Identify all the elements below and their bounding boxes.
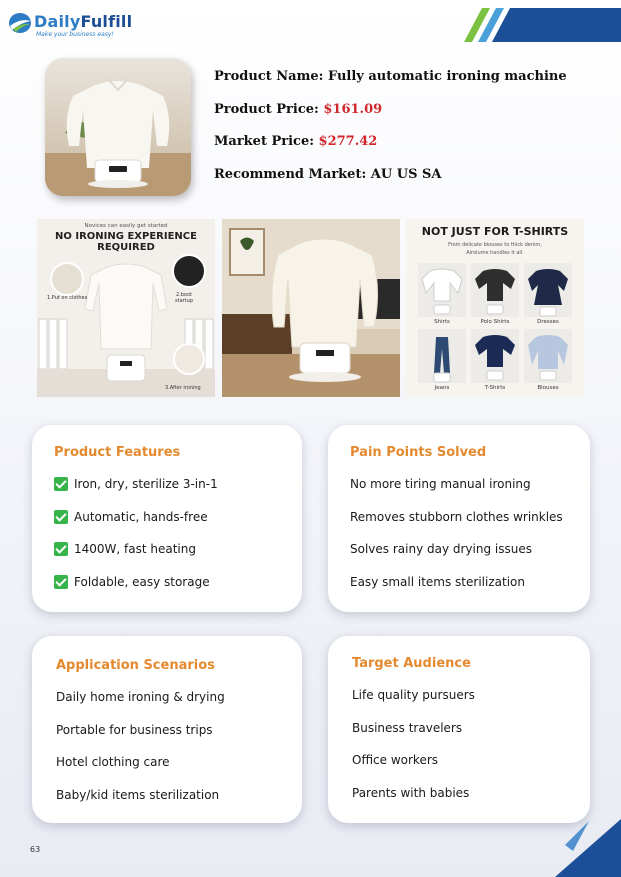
list-item: Life quality pursuers	[352, 688, 475, 702]
list-item: Office workers	[352, 753, 439, 767]
checkbox-checked-icon	[54, 477, 68, 491]
gallery-3-label-jeans: Jeans	[434, 385, 450, 391]
pain-points-list	[350, 477, 563, 607]
gallery-image-living-room	[222, 219, 400, 397]
gallery-image-not-just-tshirts	[406, 219, 584, 397]
brand-logo	[8, 10, 138, 40]
product-price: $161.09	[323, 101, 383, 117]
list-item: Automatic, hands-free	[54, 510, 218, 543]
checkbox-checked-icon	[54, 575, 68, 589]
product-features-card	[32, 425, 302, 612]
list-item: Solves rainy day drying issues	[350, 542, 532, 556]
list-item: Parents with babies	[352, 785, 470, 800]
pain-points-card	[328, 425, 590, 612]
gallery-3-label-dresses: Dresses	[537, 319, 559, 325]
gallery-3-headline: NOT JUST FOR T-SHIRTS	[421, 225, 569, 238]
gallery-3-subtitle: From delicate blouses to thick denim, Airolume handles it all.	[448, 242, 542, 256]
list-item: Hotel clothing care	[56, 755, 170, 769]
corner-triangle-decoration	[551, 807, 621, 877]
product-price-row: Product Price: $161.09	[214, 101, 383, 117]
target-audience-list	[352, 688, 475, 818]
product-info	[214, 69, 604, 199]
globe-icon	[8, 12, 32, 34]
list-item: 1400W, fast heating	[54, 542, 218, 575]
list-item: Portable for business trips	[56, 722, 213, 737]
brand-tagline: Make your business easy!	[36, 31, 114, 38]
product-features-list	[54, 477, 218, 607]
product-name-row: Product Name: Fully automatic ironing machine	[214, 69, 567, 84]
list-item: No more tiring manual ironing	[350, 477, 531, 491]
application-scenarios-title: Application Scenarios	[56, 658, 215, 673]
gallery-1-step2: 2.boot startup	[175, 292, 193, 304]
list-item: Foldable, easy storage	[54, 575, 218, 608]
market-price-row: Market Price: $277.42	[214, 134, 378, 149]
list-item: Daily home ironing & drying	[56, 690, 225, 704]
gallery-1-step1: 1.Put on clothes	[47, 295, 88, 301]
list-item: Removes stubborn clothes wrinkles	[350, 509, 563, 524]
gallery-1-headline: NO IRONING EXPERIENCE REQUIRED	[55, 231, 197, 253]
gallery-3-label-blouses: Blouses	[537, 385, 559, 391]
gallery-3-label-tshirts: T-Shirts	[484, 385, 506, 391]
market-price: $277.42	[318, 134, 378, 149]
product-features-title: Product Features	[54, 445, 181, 460]
gallery-3-label-polo: Polo Shirts	[480, 319, 510, 325]
application-scenarios-card	[32, 636, 302, 823]
recommend-market: AU US SA	[370, 166, 442, 182]
gallery-3-label-shirts: Shirts	[434, 319, 450, 325]
target-audience-card	[328, 636, 590, 823]
gallery-image-no-experience	[37, 219, 215, 397]
product-name: Fully automatic ironing machine	[327, 69, 567, 84]
pain-points-title: Pain Points Solved	[350, 445, 487, 460]
gallery-1-note: Novices can easily get started	[84, 223, 168, 229]
checkbox-checked-icon	[54, 542, 68, 556]
gallery-1-step3: 3.After ironing	[165, 385, 201, 391]
list-item: Iron, dry, sterilize 3-in-1	[54, 477, 218, 510]
product-hero-image	[45, 58, 191, 196]
page-number: 63	[30, 845, 41, 854]
brand-name: DailyFulfill	[34, 12, 133, 31]
list-item: Easy small items sterilization	[350, 574, 525, 589]
list-item: Business travelers	[352, 720, 463, 735]
list-item: Baby/kid items sterilization	[56, 787, 220, 802]
checkbox-checked-icon	[54, 510, 68, 524]
application-scenarios-list	[56, 690, 225, 820]
target-audience-title: Target Audience	[352, 656, 471, 671]
recommend-market-row: Recommend Market: AU US SA	[214, 166, 442, 182]
header-stripes-decoration	[456, 8, 621, 42]
